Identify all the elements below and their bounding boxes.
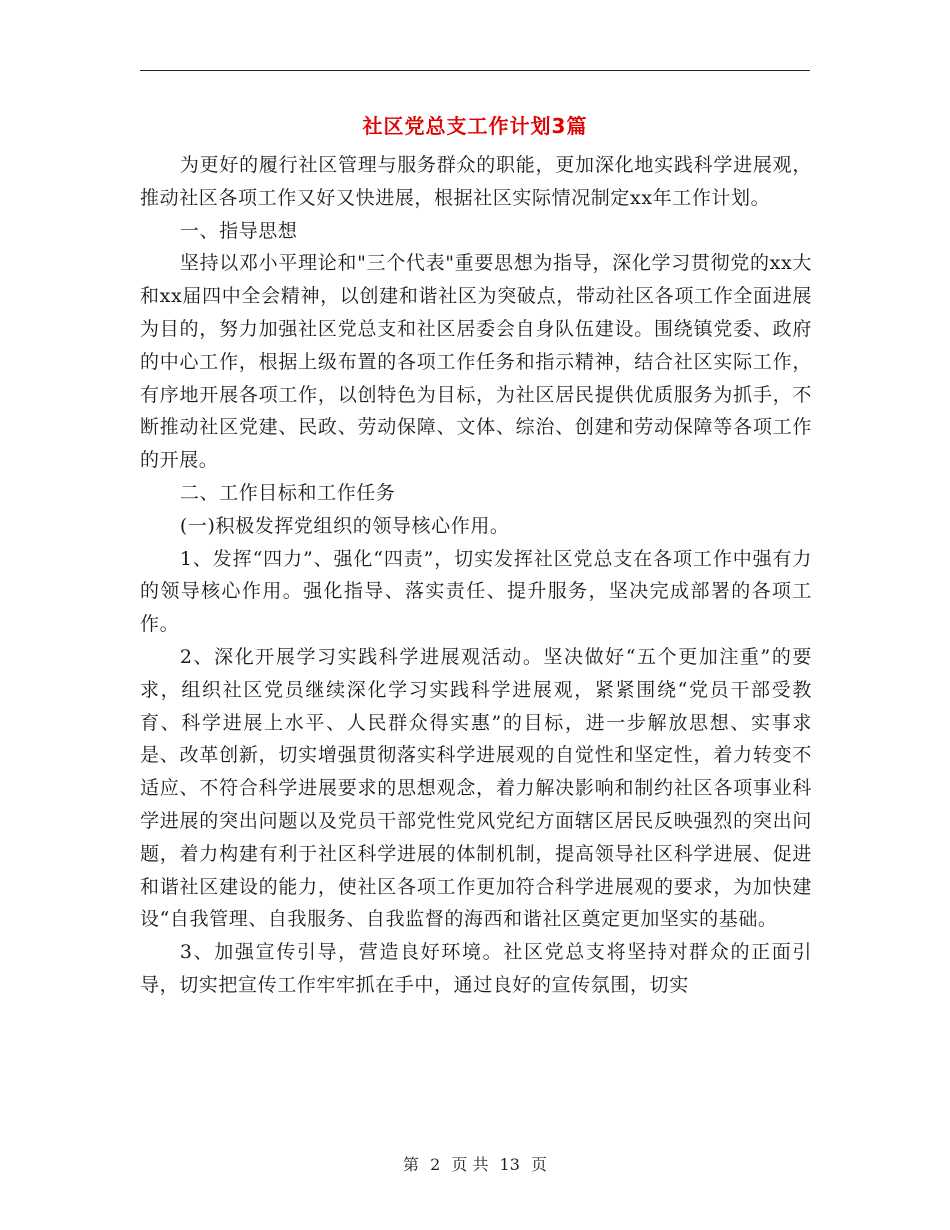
heading-guiding-ideology: 一、指导思想 xyxy=(179,219,298,242)
paragraph-item-3: 3、加强宣传引导，营造良好环境。社区党总支将坚持对群众的正面引导，切实把宣传工作牢牢抓在手中，通过良好的宣传氛围，切实 xyxy=(140,941,812,996)
footer-middle: 页 共 xyxy=(451,1155,489,1174)
paragraph-intro: 为更好的履行社区管理与服务群众的职能，更加深化地实践科学进展观，推动社区各项工作又好又快进展，根据社区实际情况制定xx年工作计划。 xyxy=(140,154,812,209)
paragraph-guiding-ideology: 坚持以邓小平理论和"三个代表"重要思想为指导，深化学习贯彻党的xx大和xx届四中全会精神，以创建和谐社区为突破点，带动社区各项工作全面进展为目的，努力加强社区党总支和社区居委会自身队伍建设。围绕镇党委、政府的中心工作，根据上级布置的各项工作任务和指示精神，结合社区实际工作，有序地开展各项工作，以创特色为目标，为社区居民提供优质服务为抓手，不断推动社区党建、民政、劳动保障、文体、综治、创建和劳动保障等各项工作的开展。 xyxy=(140,252,812,472)
subheading-party-core-role: (一)积极发挥党组织的领导核心作用。 xyxy=(179,514,510,537)
page-footer xyxy=(0,1153,950,1177)
header-rule xyxy=(140,70,810,71)
footer-total-pages: 13 xyxy=(499,1155,520,1174)
document-body xyxy=(140,149,812,1002)
paragraph-item-1: 1、发挥“四力”、强化“四责”，切实发挥社区党总支在各项工作中强有力的领导核心作用。强化指导、落实责任、提升服务，坚决完成部署的各项工作。 xyxy=(140,547,812,636)
footer-page-number: 2 xyxy=(430,1155,441,1174)
document-title: 社区党总支工作计划3篇 xyxy=(362,114,588,138)
footer-suffix: 页 xyxy=(531,1155,548,1174)
heading-goals-and-tasks: 二、工作目标和工作任务 xyxy=(179,481,396,504)
paragraph-item-2: 2、深化开展学习实践科学进展观活动。坚决做好“五个更加注重”的要求，组织社区党员继续深化学习实践科学进展观，紧紧围绕“党员干部受教育、科学进展上水平、人民群众得实惠”的目标，进一步解放思想、实事求是、改革创新，切实增强贯彻落实科学进展观的自觉性和坚定性，着力转变不适应、不符合科学进展要求的思想观念，着力解决影响和制约社区各项事业科学进展的突出问题以及党员干部党性党风党纪方面辖区居民反映强烈的突出问题，着力构建有利于社区科学进展的体制机制，提高领导社区科学进展、促进和谐社区建设的能力，使社区各项工作更加符合科学进展观的要求，为加快建设“自我管理、自我服务、自我监督的海西和谐社区奠定更加坚实的基础。 xyxy=(140,645,812,931)
footer-prefix: 第 xyxy=(402,1155,419,1174)
